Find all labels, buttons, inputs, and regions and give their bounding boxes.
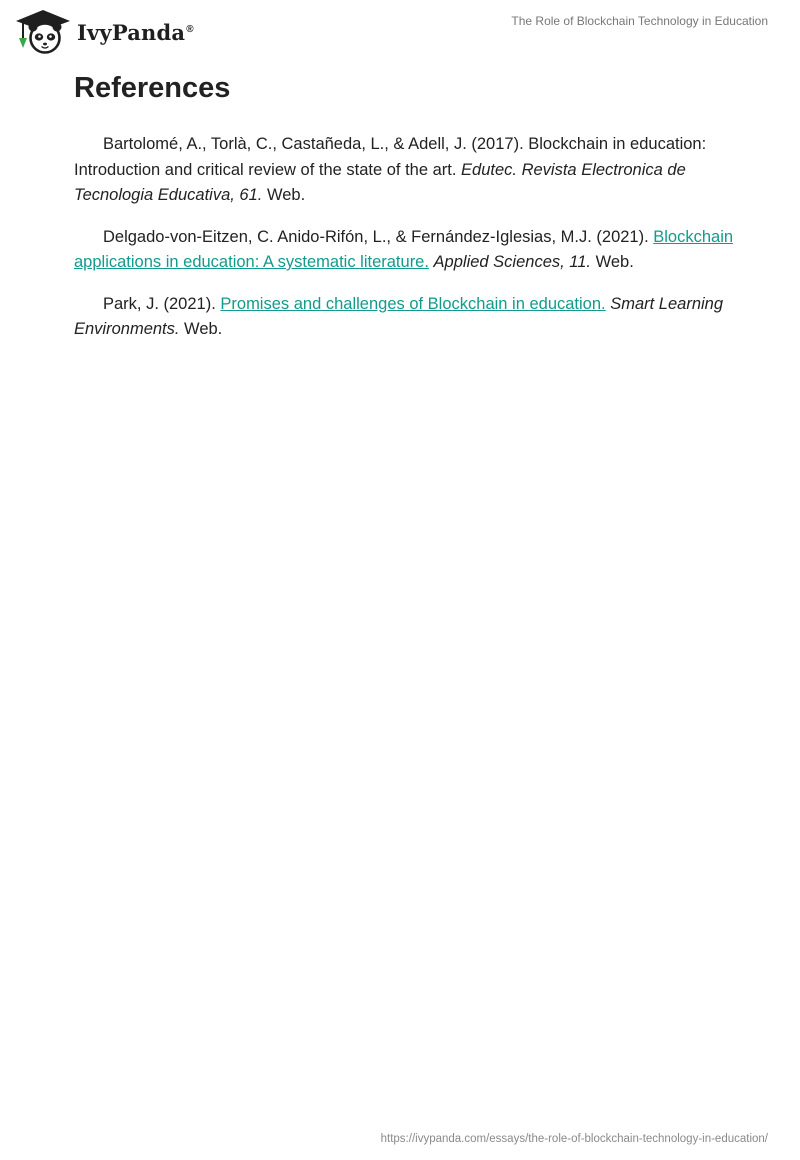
reference-item [74, 292, 734, 343]
registered-mark: ® [186, 23, 194, 35]
panda-graduation-cap-icon [14, 8, 72, 56]
reference-suffix: Web. [262, 186, 306, 204]
reference-source: Applied Sciences, 11. [433, 253, 592, 271]
references-list [74, 132, 734, 359]
reference-title-link[interactable]: Blockchain applications in education: A systematic literature. [74, 227, 734, 271]
reference-authors: Bartolomé, A., Torlà, C., Castañeda, L., & Adell, J. (2017). Blockchain in education: Introduction and critical review of the state of the art. [74, 135, 707, 179]
reference-source: Edutec. Revista Electronica de Tecnologia Educativa, 61. [74, 160, 686, 204]
reference-item [74, 132, 734, 209]
footer-page-url[interactable]: https://ivypanda.com/essays/the-role-of-blockchain-technology-in-education/ [380, 1133, 768, 1145]
reference-suffix: Web. [179, 320, 223, 338]
reference-source: Smart Learning Environments. [74, 294, 724, 338]
reference-authors: Delgado-von-Eitzen, C. Anido-Rifón, L., & Fernández-Iglesias, M.J. (2021). [103, 227, 654, 246]
reference-suffix: Web. [591, 253, 634, 271]
reference-item [74, 225, 734, 276]
reference-authors: Park, J. (2021). [103, 294, 221, 313]
reference-title-link[interactable]: Promises and challenges of Blockchain in education. [220, 294, 606, 313]
logo-wordmark: IvyPanda® [77, 19, 194, 45]
running-header-title: The Role of Blockchain Technology in Education [511, 14, 768, 28]
site-logo[interactable] [14, 8, 194, 56]
references-heading: References [74, 72, 231, 104]
